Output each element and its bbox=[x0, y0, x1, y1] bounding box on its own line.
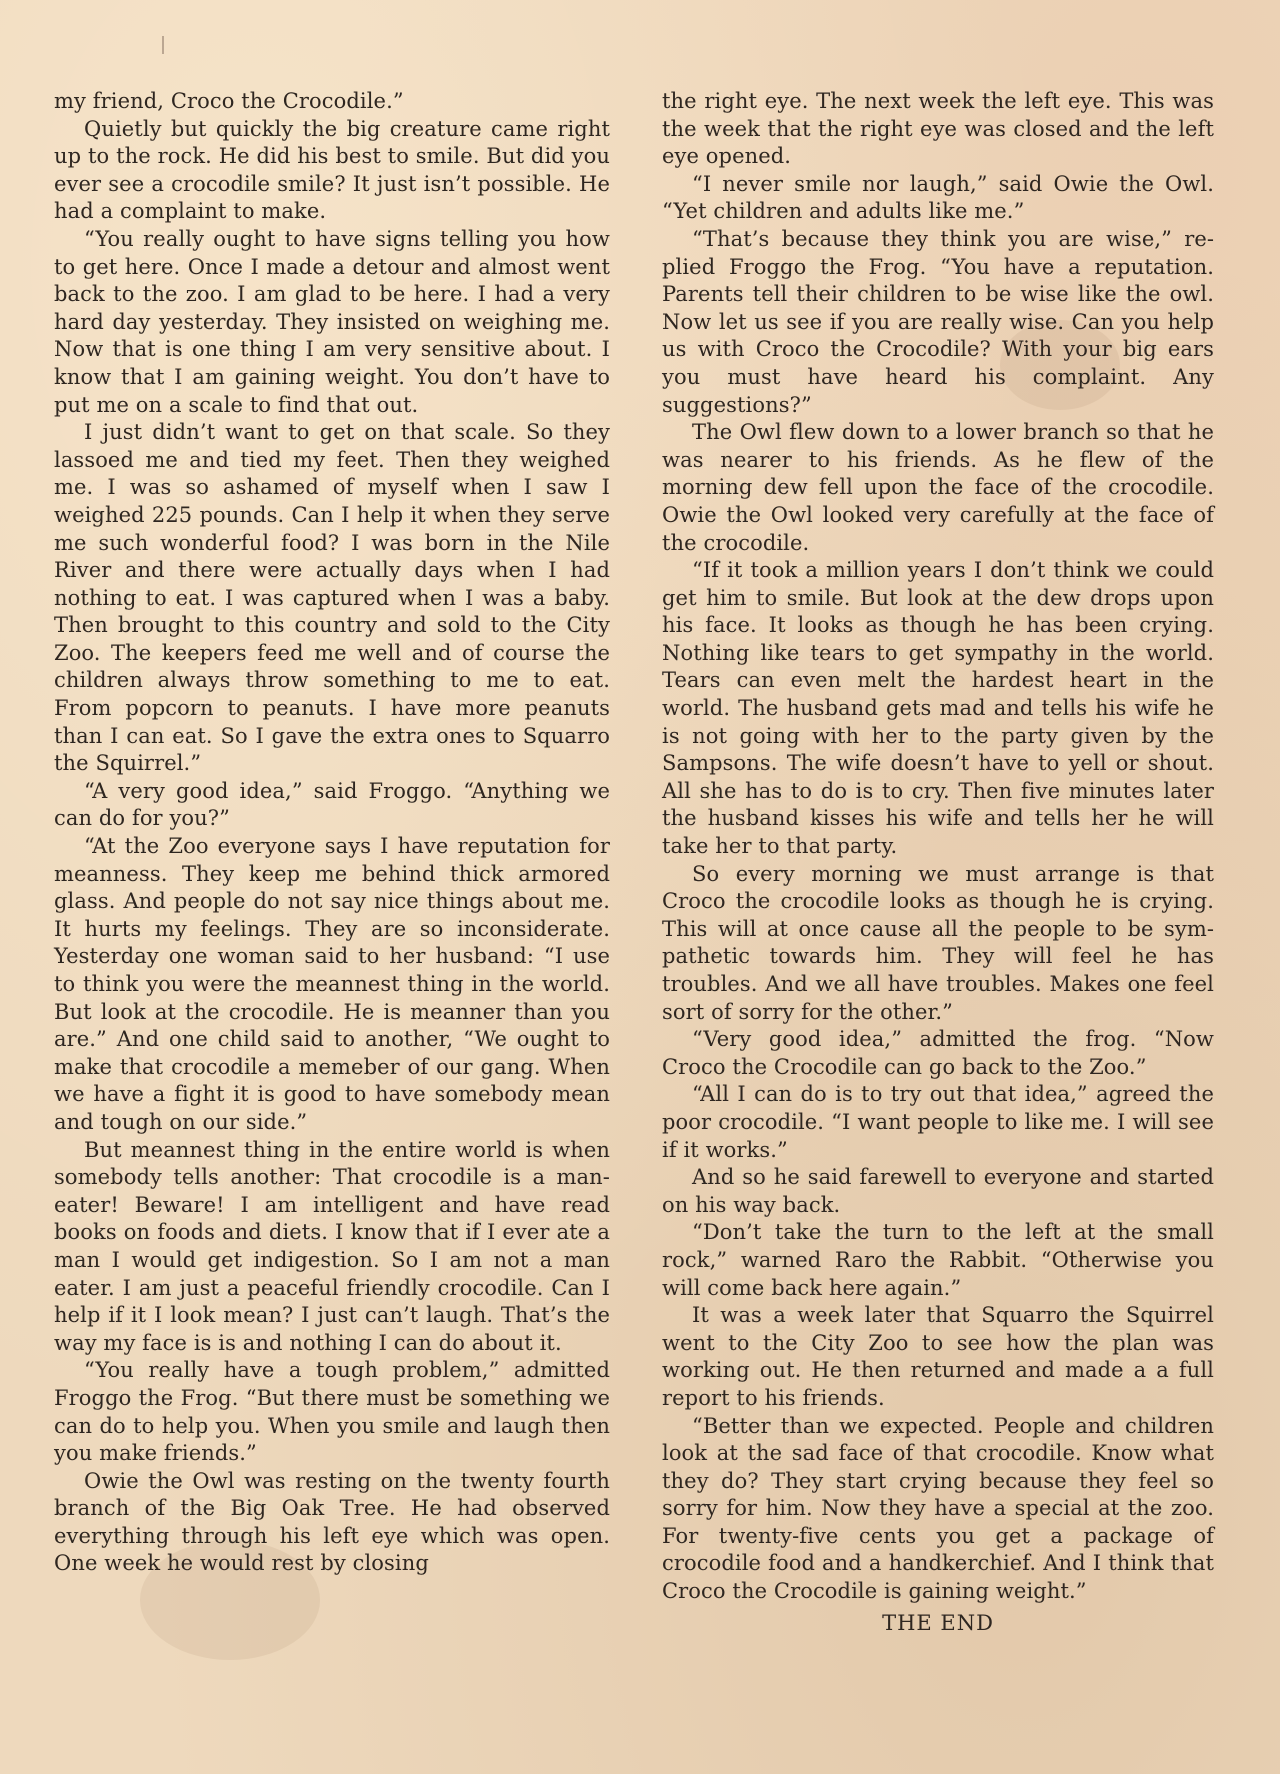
paragraph: And so he said farewell to everyone and started on his way back. bbox=[662, 1165, 1214, 1217]
paragraph: The Owl flew down to a lower branch so that he was nearer to his friends. As he flew of the morning dew fell upon the face of the crocodile. Owie the Owl looked very carefully at the face of the crocodile. bbox=[662, 420, 1214, 555]
paragraph: “A very good idea,” said Froggo. “Anything we can do for you?” bbox=[54, 778, 610, 831]
paragraph: “Very good idea,” admitted the frog. “Now Croco the Crocodile can go back to the Zoo.” bbox=[662, 1027, 1214, 1079]
paragraph: “You really have a tough problem,” admitted Froggo the Frog. “But there must be something we can do to help you. When you smile and laugh then you make friends.” bbox=[54, 1358, 610, 1466]
paragraph: “I never smile nor laugh,” said Owie the Owl. “Yet children and adults like me.” bbox=[662, 171, 1214, 224]
paragraph: “You really ought to have signs telling you how to get here. Once I made a detour and almost went back to the zoo. I am glad to be here. I had a very hard day yesterday. They insisted on weighing me. Now that is one thing I am very sensitive about. I know that I am gaining weight. You don’t have to put me on a scale to find that out. bbox=[54, 226, 610, 417]
paragraph: Owie the Owl was resting on the twenty fourth branch of the Big Oak Tree. He had observed everything through his left eye which was open. One week he would rest by closing bbox=[54, 1468, 610, 1576]
paragraph: “That’s because they think you are wise,” replied Froggo the Frog. “You have a reputation. Parents tell their children to be wise like the owl. Now let us see if you are really wise. Can you help us with Croco the Crocodile? With your big ears you must have heard his complaint. Any suggestions?” bbox=[662, 226, 1214, 417]
right-column bbox=[662, 88, 1214, 1637]
pencil-mark bbox=[162, 36, 164, 54]
paragraph: I just didn’t want to get on that scale. So they lassoed me and tied my feet. Then they weighed me. I was so ashamed of myself when I saw I weighed 225 pounds. Can I help it when they serve me such wonderful food? I was born in the Nile River and there were actually days when I had nothing to eat. I was captured when I was a baby. Then brought to this country and sold to the City Zoo. The keepers feed me well and of course the children always throw something to me to eat. From popcorn to peanuts. I have more peanuts than I can eat. So I gave the extra ones to Squarro the Squirrel.” bbox=[54, 420, 610, 776]
paragraph: “Don’t take the turn to the left at the small rock,” warned Raro the Rabbit. “Otherwise you will come back here again.” bbox=[662, 1220, 1214, 1300]
paragraph: It was a week later that Squarro the Squirrel went to the City Zoo to see how the plan was working out. He then returned and made a a full report to his friends. bbox=[662, 1303, 1214, 1410]
paragraph: “Better than we expected. People and children look at the sad face of that crocodile. Know what they do? They start crying because they feel so sorry for him. Now they have a special at the zoo. For twenty-five cents you get a package of crocodile food and a handkerchief. And I think that Croco the Crocodile is gaining weight.” bbox=[662, 1413, 1214, 1604]
paragraph: the right eye. The next week the left eye. This was the week that the right eye was closed and the left eye opened. bbox=[662, 89, 1214, 169]
paragraph: Quietly but quickly the big creature came right up to the rock. He did his best to smile. But did you ever see a crocodile smile? It just isn’t possible. He had a complaint to make. bbox=[54, 116, 610, 224]
paragraph: “All I can do is to try out that idea,” agreed the poor crocodile. “I want people to like me. I will see if it works.” bbox=[662, 1082, 1214, 1162]
left-column bbox=[54, 88, 610, 1578]
paragraph: “At the Zoo everyone says I have reputation for meanness. They keep me behind thick armored glass. And people do not say nice things about me. It hurts my feelings. They are so inconsiderate. Yesterday one woman said to her husband: “I use to think you were the meannest thing in the world. But look at the crocodile. He is meanner than you are.” And one child said to another, “We ought to make that crocodile a memeber of our gang. When we have a fight it is good to have somebody mean and tough on our side.” bbox=[54, 834, 610, 1134]
paragraph: “If it took a million years I don’t think we could get him to smile. But look at the dew drops upon his face. It looks as though he has been crying. Nothing like tears to get sympathy in the world. Tears can even melt the hardest heart in the world. The husband gets mad and tells his wife he is not going with her to the party given by the Sampsons. The wife doesn’t have to yell or shout. All she has to do is to cry. Then five minutes later the husband kisses his wife and tells her he will take her to that party. bbox=[662, 558, 1214, 859]
paragraph: So every morning we must arrange is that Croco the crocodile looks as though he is crying. This will at once cause all the people to be sympathetic towards him. They will feel he has troubles. And we all have troubles. Makes one feel sort of sorry for the other.” bbox=[662, 861, 1214, 1024]
story-ending: THE END bbox=[882, 1610, 994, 1635]
paragraph: But meannest thing in the entire world is when somebody tells another: That crocodile is a man-eater! Beware! I am intelligent and have read books on foods and diets. I know that if I ever ate a man I would get indigestion. So I am not a man eater. I am just a peaceful friendly crocodile. Can I help if it I look mean? I just can’t laugh. That’s the way my face is is and nothing I can do about it. bbox=[54, 1137, 610, 1355]
paragraph: my friend, Croco the Crocodile.” bbox=[54, 89, 404, 113]
